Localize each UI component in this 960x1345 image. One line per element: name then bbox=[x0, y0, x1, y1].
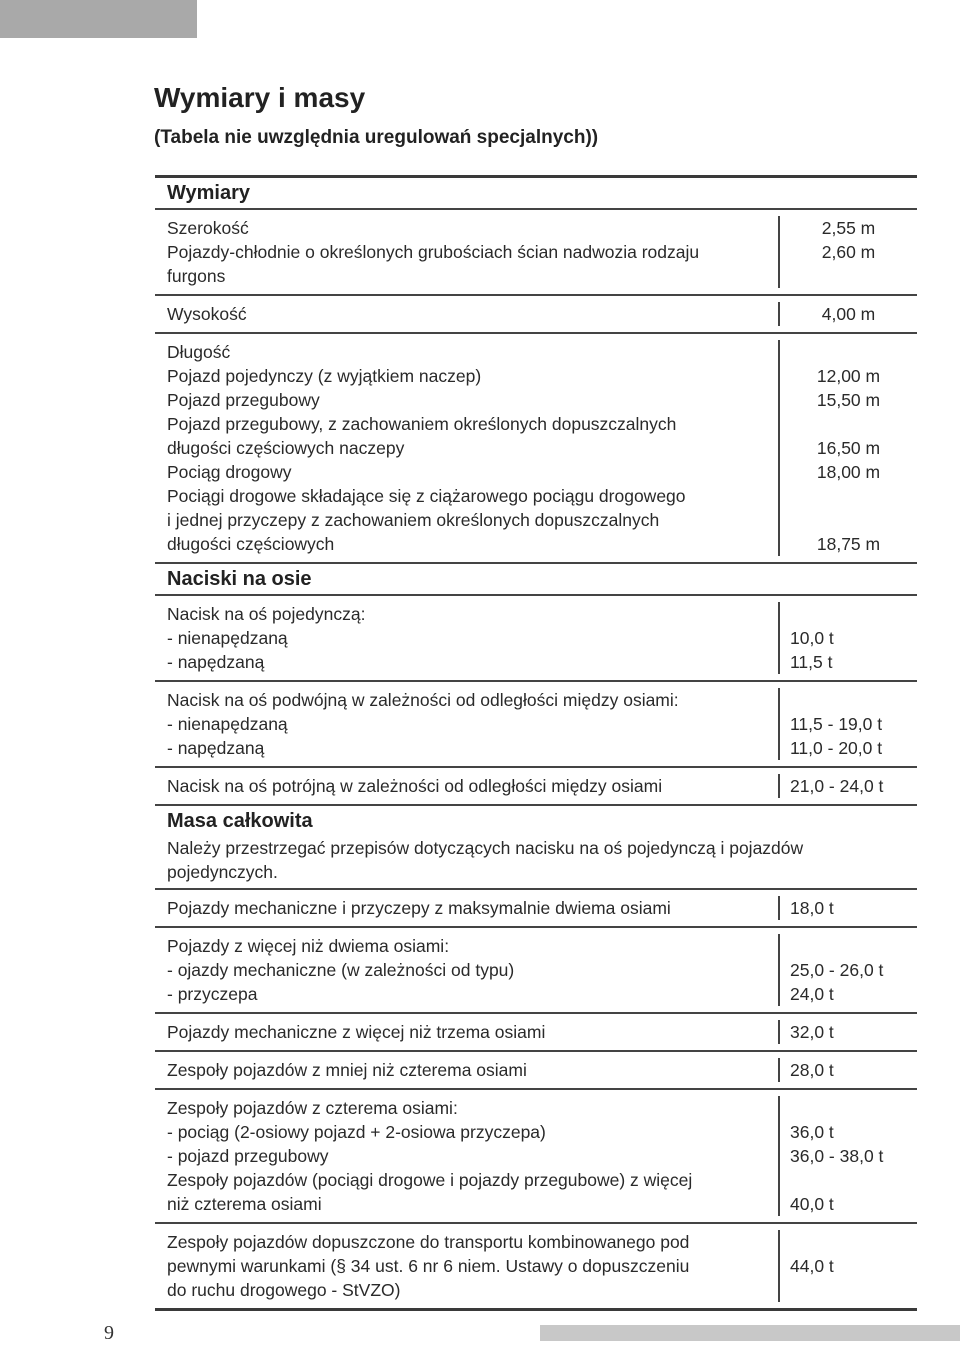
row-value bbox=[778, 602, 917, 674]
value-line bbox=[790, 1278, 917, 1302]
row-label bbox=[155, 688, 778, 760]
row-label bbox=[155, 216, 778, 288]
page-subtitle: (Tabela nie uwzględnia uregulowań specjalnych)) bbox=[154, 127, 599, 148]
label-line: Nacisk na oś podwójną w zależności od odległości między osiami: bbox=[167, 690, 679, 710]
label-line: długości częściowych naczepy bbox=[167, 438, 405, 458]
label-line: niż czterema osiami bbox=[167, 1194, 322, 1214]
row-value bbox=[778, 1096, 917, 1216]
value-line: 24,0 t bbox=[790, 984, 834, 1004]
label-line: Nacisk na oś potrójną w zależności od odległości między osiami bbox=[167, 776, 663, 796]
value-line: 15,50 m bbox=[816, 390, 881, 410]
value-line: 2,60 m bbox=[821, 242, 876, 262]
table-row bbox=[155, 768, 917, 804]
section-heading-naciski: Naciski na osie bbox=[167, 568, 312, 590]
header-decor-bar bbox=[0, 0, 197, 38]
value-line: 44,0 t bbox=[790, 1256, 834, 1276]
value-line: 18,00 m bbox=[816, 462, 881, 482]
row-label bbox=[155, 602, 778, 674]
label-line: Pojazdy-chłodnie o określonych grubościach ścian nadwozia rodzaju bbox=[167, 242, 700, 262]
row-value bbox=[778, 1020, 917, 1044]
row-value bbox=[778, 1058, 917, 1082]
label-line: do ruchu drogowego - StVZO) bbox=[167, 1280, 401, 1300]
value-line: 18,0 t bbox=[790, 898, 834, 918]
row-value bbox=[778, 216, 917, 288]
dimensions-table bbox=[155, 175, 917, 1311]
row-label bbox=[155, 340, 778, 556]
page-title: Wymiary i masy bbox=[154, 82, 366, 113]
label-line: Pojazd przegubowy, z zachowaniem określonych dopuszczalnych bbox=[167, 414, 677, 434]
value-line: 2,55 m bbox=[821, 218, 876, 238]
value-line: 16,50 m bbox=[816, 438, 881, 458]
value-line: 32,0 t bbox=[790, 1022, 834, 1042]
value-line: 40,0 t bbox=[790, 1194, 834, 1214]
label-line: furgons bbox=[167, 266, 226, 286]
value-line bbox=[790, 602, 917, 626]
section-heading-wymiary: Wymiary bbox=[167, 182, 251, 204]
table-row bbox=[155, 296, 917, 332]
value-line: 36,0 t bbox=[790, 1122, 834, 1142]
label-line: - pojazd przegubowy bbox=[167, 1146, 329, 1166]
row-label bbox=[155, 896, 778, 920]
row-value bbox=[778, 302, 917, 326]
label-line: Zespoły pojazdów z mniej niż czterema osiami bbox=[167, 1060, 527, 1080]
label-line: Pociąg drogowy bbox=[167, 462, 292, 482]
value-line: 10,0 t bbox=[790, 628, 834, 648]
page-number: 9 bbox=[104, 1322, 114, 1344]
value-line bbox=[780, 484, 917, 508]
table-row bbox=[155, 928, 917, 1012]
table-row bbox=[155, 334, 917, 562]
value-line bbox=[780, 264, 917, 288]
value-line bbox=[790, 1168, 917, 1192]
label-line: Pojazd pojedynczy (z wyjątkiem naczep) bbox=[167, 366, 482, 386]
row-value bbox=[778, 688, 917, 760]
table-row bbox=[155, 210, 917, 294]
table-bottom-rule bbox=[155, 1308, 917, 1311]
table-row bbox=[155, 1052, 917, 1088]
row-value bbox=[778, 896, 917, 920]
label-line: Zespoły pojazdów z czterema osiami: bbox=[167, 1098, 458, 1118]
value-line: 36,0 - 38,0 t bbox=[790, 1146, 884, 1166]
label-line: Nacisk na oś pojedynczą: bbox=[167, 604, 366, 624]
label-line: Pojazdy mechaniczne i przyczepy z maksymalnie dwiema osiami bbox=[167, 898, 671, 918]
label-line: Zespoły pojazdów dopuszczone do transportu kombinowanego pod bbox=[167, 1232, 690, 1252]
table-row bbox=[155, 596, 917, 680]
label-line: Zespoły pojazdów (pociągi drogowe i pojazdy przegubowe) z więcej bbox=[167, 1170, 693, 1190]
value-line bbox=[790, 1230, 917, 1254]
label-line: - napędzaną bbox=[167, 652, 265, 672]
row-label bbox=[155, 1020, 778, 1044]
label-line: Pojazd przegubowy bbox=[167, 390, 320, 410]
label-line: Pojazdy z więcej niż dwiema osiami: bbox=[167, 936, 450, 956]
label-line: Wysokość bbox=[167, 304, 247, 324]
table-row bbox=[155, 1224, 917, 1308]
row-label bbox=[155, 1058, 778, 1082]
table-row bbox=[155, 1090, 917, 1222]
label-line: - przyczepa bbox=[167, 984, 258, 1004]
label-line: - nienapędzaną bbox=[167, 628, 288, 648]
row-value bbox=[778, 934, 917, 1006]
table-row bbox=[155, 890, 917, 926]
label-line: Długość bbox=[167, 342, 231, 362]
table-row bbox=[155, 1014, 917, 1050]
value-line: 28,0 t bbox=[790, 1060, 834, 1080]
label-line: - ojazdy mechaniczne (w zależności od typu) bbox=[167, 960, 515, 980]
mass-note: Należy przestrzegać przepisów dotyczących nacisku na oś pojedynczą i pojazdów pojedynczych. bbox=[167, 838, 804, 882]
row-label bbox=[155, 774, 778, 798]
value-line bbox=[780, 508, 917, 532]
label-line: - nienapędzaną bbox=[167, 714, 288, 734]
value-line bbox=[790, 1096, 917, 1120]
value-line: 21,0 - 24,0 t bbox=[790, 776, 884, 796]
label-line: Szerokość bbox=[167, 218, 249, 238]
row-label bbox=[155, 1230, 778, 1302]
label-line: długości częściowych bbox=[167, 534, 335, 554]
value-line: 25,0 - 26,0 t bbox=[790, 960, 884, 980]
label-line: i jednej przyczepy z zachowaniem określonych dopuszczalnych bbox=[167, 510, 660, 530]
value-line: 4,00 m bbox=[821, 304, 876, 324]
row-value bbox=[778, 340, 917, 556]
label-line: - napędzaną bbox=[167, 738, 265, 758]
row-label bbox=[155, 934, 778, 1006]
footer-decor-bar bbox=[540, 1325, 960, 1341]
row-value bbox=[778, 774, 917, 798]
value-line: 12,00 m bbox=[816, 366, 881, 386]
value-line: 18,75 m bbox=[816, 534, 881, 554]
table-row bbox=[155, 682, 917, 766]
row-label bbox=[155, 302, 778, 326]
label-line: Pojazdy mechaniczne z więcej niż trzema osiami bbox=[167, 1022, 546, 1042]
value-line bbox=[790, 688, 917, 712]
value-line bbox=[780, 340, 917, 364]
row-value bbox=[778, 1230, 917, 1302]
label-line: pewnymi warunkami (§ 34 ust. 6 nr 6 niem. Ustawy o dopuszczeniu bbox=[167, 1256, 690, 1276]
value-line bbox=[780, 412, 917, 436]
value-line: 11,5 - 19,0 t bbox=[790, 714, 883, 734]
value-line bbox=[790, 934, 917, 958]
row-label bbox=[155, 1096, 778, 1216]
label-line: Pociągi drogowe składające się z ciążarowego pociągu drogowego bbox=[167, 486, 686, 506]
value-line: 11,5 t bbox=[790, 652, 833, 672]
value-line: 11,0 - 20,0 t bbox=[790, 738, 883, 758]
section-heading-masa: Masa całkowita bbox=[167, 810, 313, 832]
label-line: - pociąg (2-osiowy pojazd + 2-osiowa przyczepa) bbox=[167, 1122, 546, 1142]
